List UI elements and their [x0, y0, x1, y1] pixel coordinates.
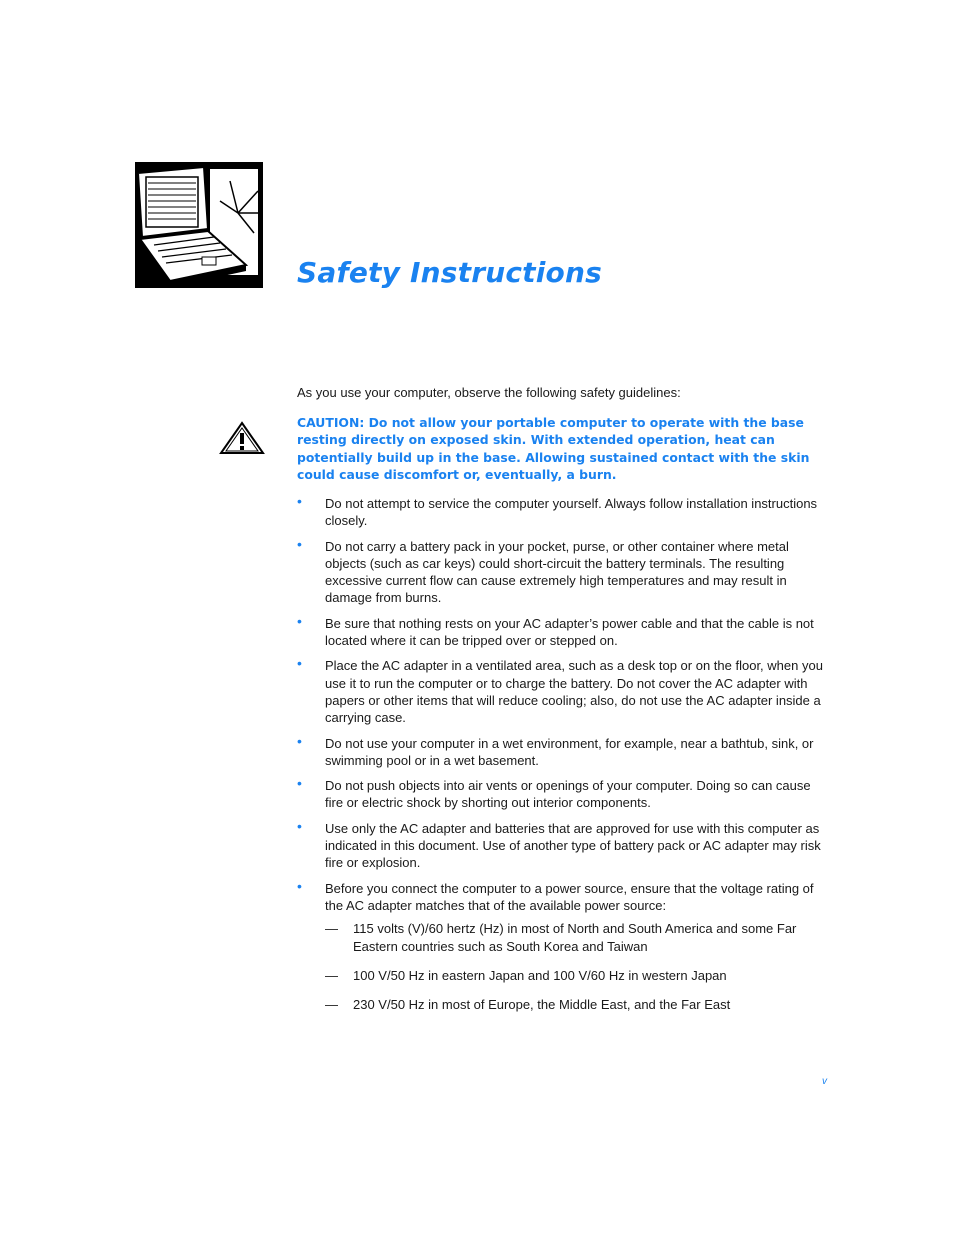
list-item: [297, 535, 832, 607]
voltage-item: [325, 920, 832, 955]
bullet-marker: •: [297, 775, 302, 792]
bullet-marker: •: [297, 732, 302, 749]
dash-marker: —: [325, 921, 338, 937]
voltage-item-text: 115 volts (V)/60 hertz (Hz) in most of North and South America and some Far Eastern countries such as South Korea and Taiwan: [353, 921, 797, 954]
voltage-item-text: 230 V/50 Hz in most of Europe, the Middle East, and the Far East: [353, 997, 731, 1013]
list-item-text: Place the AC adapter in a ventilated area, such as a desk top or on the floor, when you use it to run the computer or to charge the battery. Do not cover the AC adapter with papers or other items that will reduce cooling; also, do not use the AC adapter inside a carrying case.: [325, 658, 823, 726]
bullet-marker: •: [297, 612, 302, 629]
caution-notice: CAUTION: Do not allow your portable computer to operate with the base resting directly on exposed skin. With extended operation, heat can potentially build up in the base. Allowing sustained contact with the skin could cause discomfort or, eventually, a burn.: [297, 415, 810, 483]
bullet-marker: •: [297, 535, 302, 552]
list-item-text: Be sure that nothing rests on your AC adapter’s power cable and that the cable is not located where it can be tripped over or stepped on.: [325, 615, 814, 649]
caution-triangle-icon: [219, 421, 265, 455]
bullet-marker: •: [297, 655, 302, 672]
list-item-text: Do not carry a battery pack in your pocket, purse, or other container where metal objects (such as car keys) could short-circuit the battery terminals. The resulting excessive current flow can cause extremely high temperatures and may result in damage from burns.: [325, 538, 789, 606]
list-item: [297, 612, 832, 650]
voltage-item-text: 100 V/50 Hz in eastern Japan and 100 V/60 Hz in western Japan: [353, 967, 727, 983]
list-item-text: Use only the AC adapter and batteries that are approved for use with this computer as indicated in this document. Use of another type of battery pack or AC adapter may risk fire or explosion.: [325, 820, 821, 871]
list-item: [297, 817, 832, 872]
safety-guidelines-list: [297, 495, 832, 1025]
voltage-item: [325, 967, 832, 984]
list-item: [297, 732, 832, 770]
voltage-list: [325, 920, 832, 1013]
intro-text: As you use your computer, observe the following safety guidelines:: [297, 385, 681, 400]
list-item-text: Do not push objects into air vents or openings of your computer. Doing so can cause fire or electric shock by shorting out interior components.: [325, 778, 811, 811]
list-item-text: Do not use your computer in a wet environment, for example, near a bathtub, sink, or swimming pool or in a wet basement.: [325, 735, 814, 768]
laptop-illustration-icon: [134, 161, 264, 289]
page-number: v: [822, 1076, 827, 1087]
page-title: Safety Instructions: [297, 256, 602, 289]
list-item: [297, 877, 832, 1014]
dash-marker: —: [325, 967, 338, 983]
list-item-text: Do not attempt to service the computer yourself. Always follow installation instructions closely.: [325, 496, 818, 529]
list-item: [297, 495, 832, 530]
list-item: [297, 657, 832, 726]
voltage-item: [325, 996, 832, 1013]
bullet-marker: •: [297, 877, 302, 894]
list-item: [297, 777, 832, 812]
dash-marker: —: [325, 997, 338, 1013]
list-item-text: Before you connect the computer to a power source, ensure that the voltage rating of the AC adapter matches that of the available power source:: [325, 880, 814, 913]
bullet-marker: •: [297, 817, 302, 834]
bullet-marker: •: [297, 493, 302, 509]
